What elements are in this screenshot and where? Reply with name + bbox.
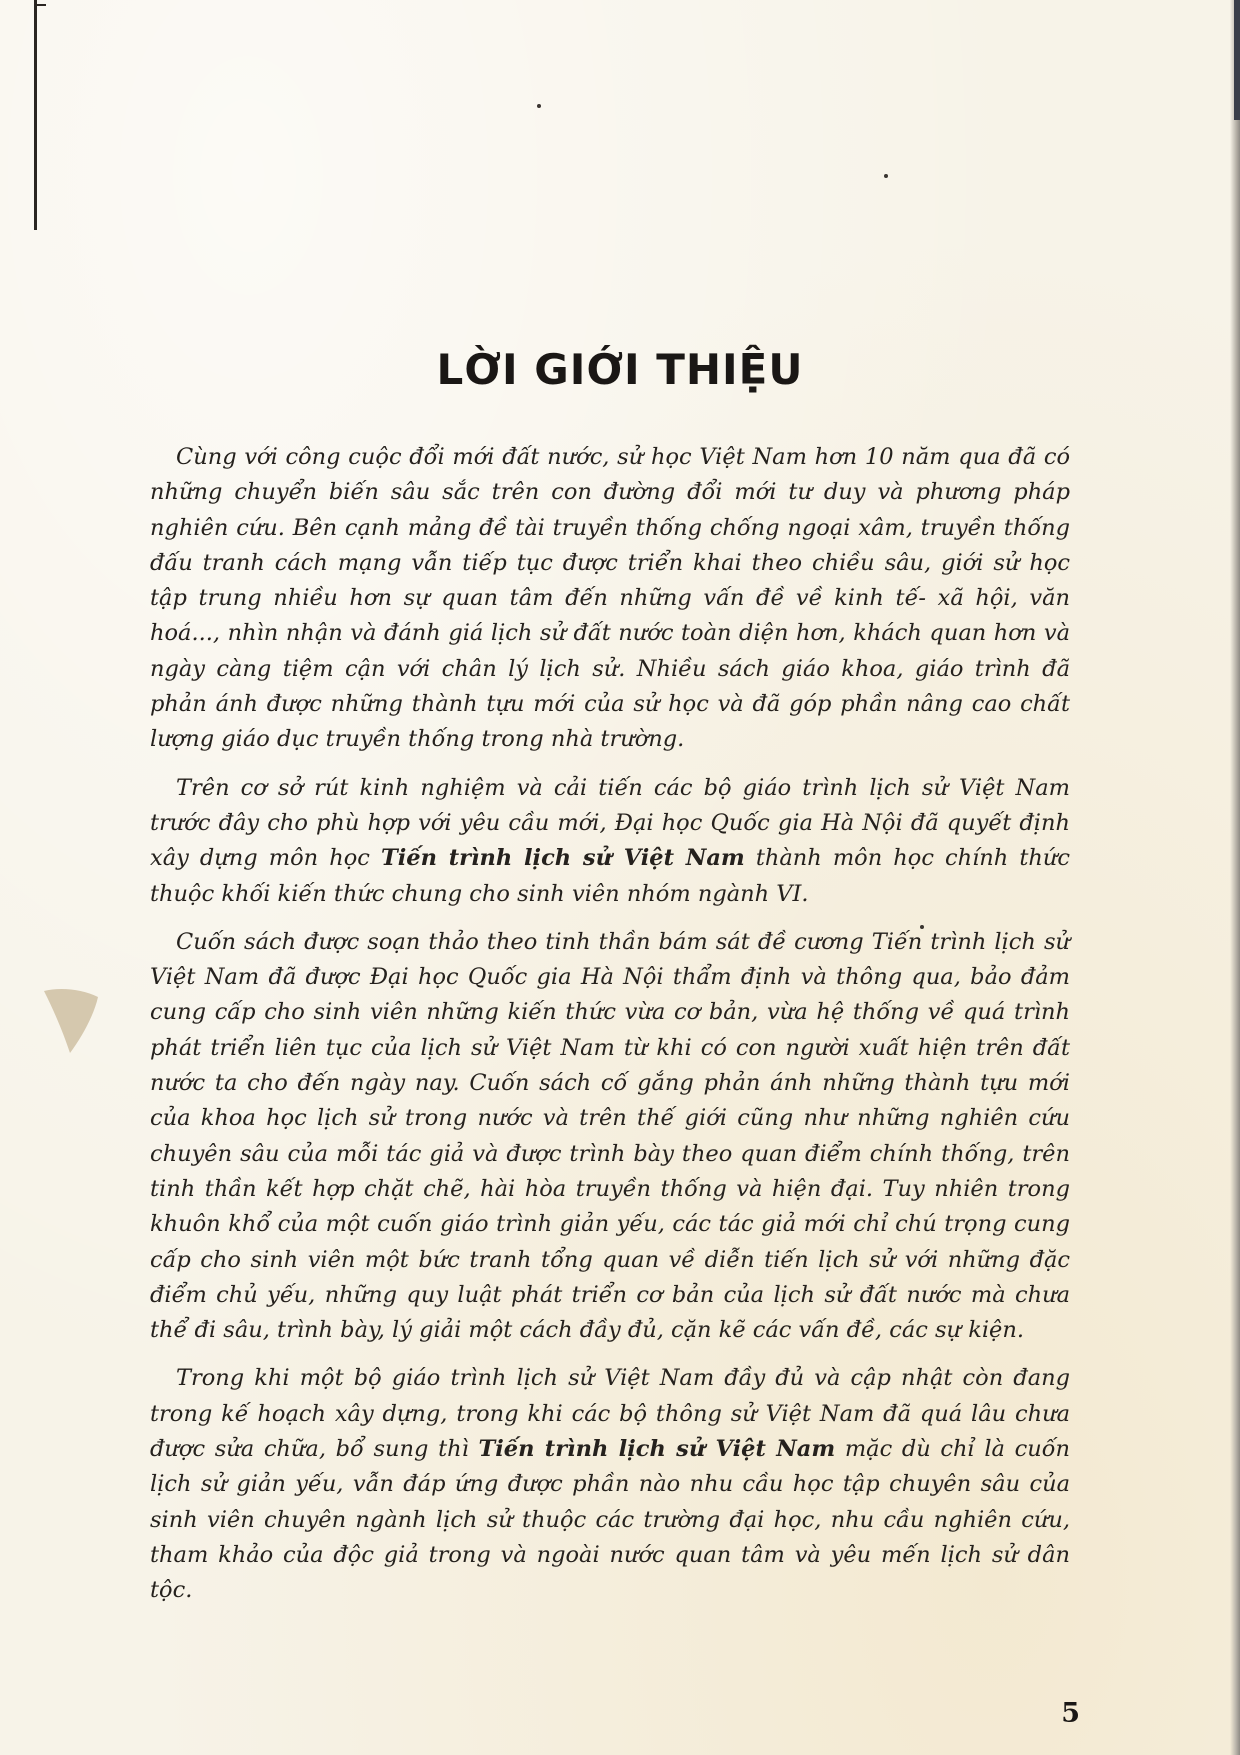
scan-left-edge-tick: [34, 4, 46, 6]
scan-speck: [537, 104, 541, 108]
paragraph-1: Cùng với công cuộc đổi mới đất nước, sử học Việt Nam hơn 10 năm qua đã có những chuyển biến sâu sắc trên con đường đổi mới tư duy và phương pháp nghiên cứu. Bên cạnh mảng đề tài truyền thống chống ngoại xâm, truyền thống đấu tranh cách mạng vẫn tiếp tục được triển khai theo chiều sâu, giới sử học tập trung nhiều hơn sự quan tâm đến những vấn đề về kinh tế- xã hội, văn hoá..., nhìn nhận và đánh giá lịch sử đất nước toàn diện hơn, khách quan hơn và ngày càng tiệm cận với chân lý lịch sử. Nhiều sách giáo khoa, giáo trình đã phản ánh được những thành tựu mới của sử học và đã góp phần nâng cao chất lượng giáo dục truyền thống trong nhà trường.: [150, 444, 1070, 753]
course-name-emphasis: Tiến trình lịch sử Việt Nam: [380, 845, 745, 872]
book-title-emphasis: Tiến trình lịch sử Việt Nam: [478, 1436, 836, 1463]
scan-right-edge-dark: [1234, 0, 1240, 120]
paragraph-3: Cuốn sách được soạn thảo theo tinh thần bám sát đề cương Tiến trình lịch sử Việt Nam đã được Đại học Quốc gia Hà Nội thẩm định và thông qua, bảo đảm cung cấp cho sinh viên những kiến thức vừa cơ bản, vừa hệ thống về quá trình phát triển liên tục của lịch sử Việt Nam từ khi có con người xuất hiện trên đất nước ta cho đến ngày nay. Cuốn sách cố gắng phản ánh những thành tựu mới của khoa học lịch sử trong nước và trên thế giới cũng như những nghiên cứu chuyên sâu của mỗi tác giả và được trình bày theo quan điểm chính thống, trên tinh thần kết hợp chặt chẽ, hài hòa truyền thống và hiện đại. Tuy nhiên trong khuôn khổ của một cuốn giáo trình giản yếu, các tác giả mới chỉ chú trọng cung cấp cho sinh viên một bức tranh tổng quan về diễn tiến lịch sử với những đặc điểm chủ yếu, những quy luật phát triển cơ bản của lịch sử đất nước mà chưa thể đi sâu, trình bày, lý giải một cách đầy đủ, cặn kẽ các vấn đề, các sự kiện.: [150, 928, 1070, 1344]
paragraph-2-text-after: thành môn học chính thức thuộc khối kiến thức chung cho sinh viên nhóm ngành VI.: [150, 845, 1070, 907]
page-title: LỜI GIỚI THIỆU: [436, 345, 804, 394]
paragraph-2: [150, 771, 1070, 912]
scan-right-edge-shadow: [1230, 0, 1240, 1755]
scan-speck: [884, 174, 888, 178]
paragraph-4-text-before: Trong khi một bộ giáo trình lịch sử Việt Nam đầy đủ và cập nhật còn đang trong kế hoạch xây dựng, trong khi các bộ thông sử Việt Nam đã quá lâu chưa được sửa chữa, bổ sung thì: [150, 1365, 1070, 1463]
paragraph-4-text-after: mặc dù chỉ là cuốn lịch sử giản yếu, vẫn đáp ứng được phần nào nhu cầu học tập chuyên sâu của sinh viên chuyên ngành lịch sử thuộc các trường đại học, nhu cầu nghiên cứu, tham khảo của độc giả trong và ngoài nước quan tâm và yêu mến lịch sử dân tộc.: [150, 1436, 1070, 1604]
paragraph-2-text-before: Trên cơ sở rút kinh nghiệm và cải tiến các bộ giáo trình lịch sử Việt Nam trước đây cho phù hợp với yêu cầu mới, Đại học Quốc gia Hà Nội đã quyết định xây dựng môn học: [150, 774, 1070, 872]
page-number: 5: [1061, 1698, 1080, 1729]
paper-stain: [42, 985, 100, 1055]
body-text: [150, 440, 1070, 1622]
paragraph-4: [150, 1361, 1070, 1608]
scan-left-edge-line: [34, 0, 37, 230]
